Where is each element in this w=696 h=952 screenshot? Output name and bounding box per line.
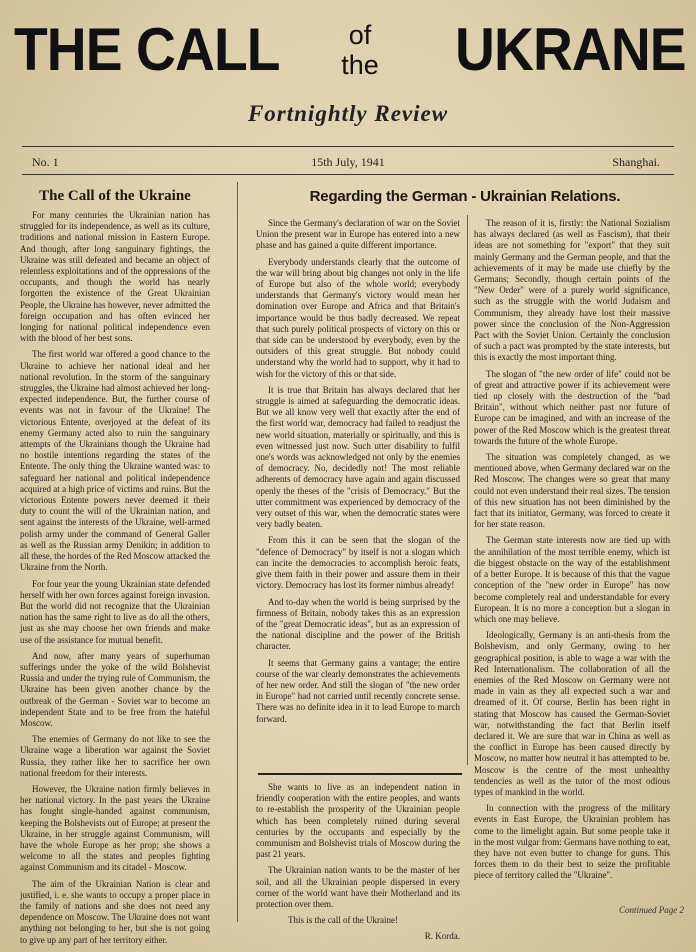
paragraph: For many centuries the Ukrainian nation has struggled for its independence, as well as its culture, traditions and national mission in Eastern Europe. And though, after long sanguinary fightings, the Ukraine was still defeated and became an object of relentless exploitations and of the oppressions of the occupants, and though the world has nearly forgotten the existence of the Great Ukrainian People, the Ukraine has however, never admitted the foreign occupation and has often evinced her longing for national political independence even with the blood of her best sons. xyxy=(20,210,210,344)
masthead-title-left: THE CALL xyxy=(14,16,280,83)
left-article-continuation xyxy=(256,782,460,942)
column-divider-2 xyxy=(467,215,468,765)
paragraph: The German state interests now are tied up with the annihilation of the most terrible enemy, which ist die biggest obstacle on the way of the establishment of a better Europe. It is because of this that the vague conception of the "new order in Europe" has now become completely real and understandable for every European. It is no more a conception but a slogan in which one may believe. xyxy=(474,535,670,624)
paragraph: It seems that Germany gains a vantage; the entire course of the war clearly demonstrates the achievements of her new order. And still the slogan of "the new order in Europe" had not carried until recently concrete sense. There was no definite idea in it to lead Europe to march forward. xyxy=(256,657,460,724)
paragraph: The aim of the Ukrainian Nation is clear and justified, i. e. she wants to occupy a proper place in the family of nations and she does not need any dependence on Moscow. The Ukraine does not want anything not belonging to her, but she is not going to give up any part of her territory either. xyxy=(20,878,210,945)
paragraph: The Ukrainian nation wants to be the master of her soil, and all the Ukrainian people dispersed in every corner of the world want have their Motherland and its protection over them. xyxy=(256,865,460,910)
masthead-of: of xyxy=(348,20,372,50)
paragraph: In connection with the progress of the military events in East Europe, the Ukrainian problem has come to the limelight again. But some people take it in the most vulgar from: Germans have nothing to eat, they have not even butter to change for guns. This forces them to do their best to seize the profitable piece of territory called the "Ukraine". xyxy=(474,803,670,881)
main-article-column-2 xyxy=(474,218,670,908)
paragraph: And now, after many years of superhuman sufferings under the yoke of the wild Bolshevist Russia and under the trying rule of Communism, the Ukraine has been given another chance by the outbreak of the German - Soviet war to become an independent State and to be free from the hateful Moscow. xyxy=(20,650,210,728)
paragraph: Since the Germany's declaration of war on the Soviet Union the present war in Europe has entered into a new phase and has gained a quite different importance. xyxy=(256,218,460,251)
masthead-the: the xyxy=(341,50,379,80)
paragraph: However, the Ukraine nation firmly believes in her national victory. In the past years the Ukraine has fought single-handed against communism, keeping the Bolshevists out of Europe; at present the Ukraine, in her struggle against Communism, will have the whole Europe as her prop; she shows a welcome to all the states and peoples fighting against Communism and its citadel - Moscow. xyxy=(20,783,210,873)
column-divider-1 xyxy=(237,182,238,922)
masthead xyxy=(0,10,696,90)
author-signature: R. Korda. xyxy=(424,931,460,942)
paragraph: It is true that Britain has always declared that her struggle is aimed at safeguarding the democratic ideas. But we all know very well that exactly after the end of the first world war, democracy had failed to readjust the new world situation, materially or spiritually, and this is even witnessed just now. Such utter disability to fulfil one's words was acknowledged not only by the enemies of democracy. No, decidedly not! The most reliable adherents of democracy have again and again discussed openly the theses of the "crisis of Democracy." But the utter commitment was experienced by democracy of the very outset of this war, when the democratic states were very badly beaten. xyxy=(256,384,460,530)
main-article-title: Regarding the German - Ukrainian Relations. xyxy=(309,188,621,205)
paragraph: She wants to live as an independent nation in friendly cooperation with the entire peoples, and wants to re-establish the prosperity of the Ukrainian people which has been completely ruined during several centuries by the occupants and especially by the communism and Bolshevist trials of Moscow during the past 21 years. xyxy=(256,782,460,860)
issue-place: Shanghai. xyxy=(612,155,660,169)
issue-number: No. 1 xyxy=(32,155,59,169)
issue-date: 15th July, 1941 xyxy=(311,155,385,169)
subtitle: Fortnightly Review xyxy=(247,101,449,126)
paragraph: The slogan of "the new order of life" could not be of great and attractive power if its achievement were tied up closely with the destruction of the "bad Britain", without which neither past nor future of Europe can be imagined, and with an increase of the power of the Red Moscow which is the greatest threat towards the future of the whole Europe. xyxy=(474,368,670,446)
continued-note: Continued Page 2 xyxy=(619,905,684,915)
dateline-rule xyxy=(22,174,674,175)
left-article-title: The Call of the Ukraine xyxy=(39,188,191,204)
paragraph: And to-day when the world is being surprised by the firmness of Britain, nobody takes this as an expression of the "great Democratic ideas", but as an expression of the national discipline and the power of the British character. xyxy=(256,596,460,652)
paragraph: Ideologically, Germany is an anti-thesis from the Bolshevism, and only Germany, owing to her geographical position, is able to wage a war with the Red Internationalism. The collaboration of all the enemies of the Red Moscow on Germany were not made in vain as they all expected such a war and dreamed of it. Of course, Berlin has been right in stating that Moscow has caused the German-Soviet war, notwithstanding the fact that Berlin itself declared it. We are sure that war in China as well as the conflict in Europe has been caused directly by Moscow, no matter how neutral it has attempted to be. Moscow is the centre of the most unhealthy tendencies as well as the tutor of the most odious types of mankind in the world. xyxy=(474,630,670,797)
masthead-title-right: UKRANE xyxy=(455,16,686,83)
paragraph: Everybody understands clearly that the outcome of the war will bring about big changes not only in the life of Europe but also of the whole world; everybody understands that Germany's victory would mean her domination over Europe and Africa and that Britain's importance would be thus badly decreased. We repeat that such purely political prospects of victory on this or that side can be understood by everybody, even by the outsiders of this great struggle. But nobody could understand why the world had to support, why it had to wish for the victory of this or that side. xyxy=(256,256,460,379)
closing-line: This is the call of the Ukraine! xyxy=(288,915,398,926)
paragraph: The enemies of Germany do not like to see the Ukraine wage a liberation war against the Soviet Russia, they rather like her to sacrifice her own national freedom for their interests. xyxy=(20,734,210,778)
paragraph: The situation was completely changed, as we mentioned above, when Germany declared war on the Red Moscow. The changes were so great that many could not even understand their real sizes. The tension of this new situation has not been diminished by the fact that its initiator, Germany, was forced to create it for her state reason. xyxy=(474,452,670,530)
top-rule xyxy=(22,146,674,147)
paragraph: From this it can be seen that the slogan of the "defence of Democracy" by itself is not a slogan which can incite the democracies to accomplish heroic feats, give them faith in their power and assure them in their victory. Democracy has lost its former nimbus already! xyxy=(256,535,460,591)
main-article-column-1 xyxy=(256,218,460,768)
paragraph: The reason of it is, firstly: the National Sozialism has always declared (as well as Fascism), that their ideas are not something for "export" that they suit mainly Germany and the German people, and that the achievements of it may be made use chiefly by the Germans; Secondly, though certain points of the "New Order" were of a purely world significance, such as the struggle with the world Judaism and Communism, they already have lost their massive power since the conclusion of the Non-Aggression Pact with the Soviet Union. Certainly the conclusion of such a pact was prompted by the state interests, but this is exactly the most important thing. xyxy=(474,218,670,363)
paragraph: The first world war offered a good chance to the Ukraine to achieve her national ideal and her national revolution. In the storm of the sanguinary struggles, the Ukraine had almost achieved her long-expected independence. But, the further course of events was not in favour of the Ukraine! The victorious Entente, overjoyed at the defeat of its enemy Germany acted also to ruin the sanguinary attempts of the Ukrainians though the Ukraine had no hostile intentions regarding the states of the Entente. The only thing the Ukraine wanted was: to safeguard her national and political independence acquired at a high price of victims and ruins. But the victorious Entente powers never deemed it their duty to count the will of the Ukrainian nation, and sent against the interests of the Ukraine, well-armed polish army under the command of General Galler as well as the Russian army Denikin; in addition to all these, the hordes of the Red Moscow attacked the Ukraine from the North. xyxy=(20,349,210,573)
left-article-body xyxy=(20,210,210,945)
paragraph: For four year the young Ukrainian state defended herself with her own forces against foreign invasion. But the world did not recognize that the Ukrainian nation has the same right to live as do all the others, just as she may choose her own friends and make use of the assistance for mutual benefit. xyxy=(20,578,210,645)
notice-rule xyxy=(258,773,462,775)
